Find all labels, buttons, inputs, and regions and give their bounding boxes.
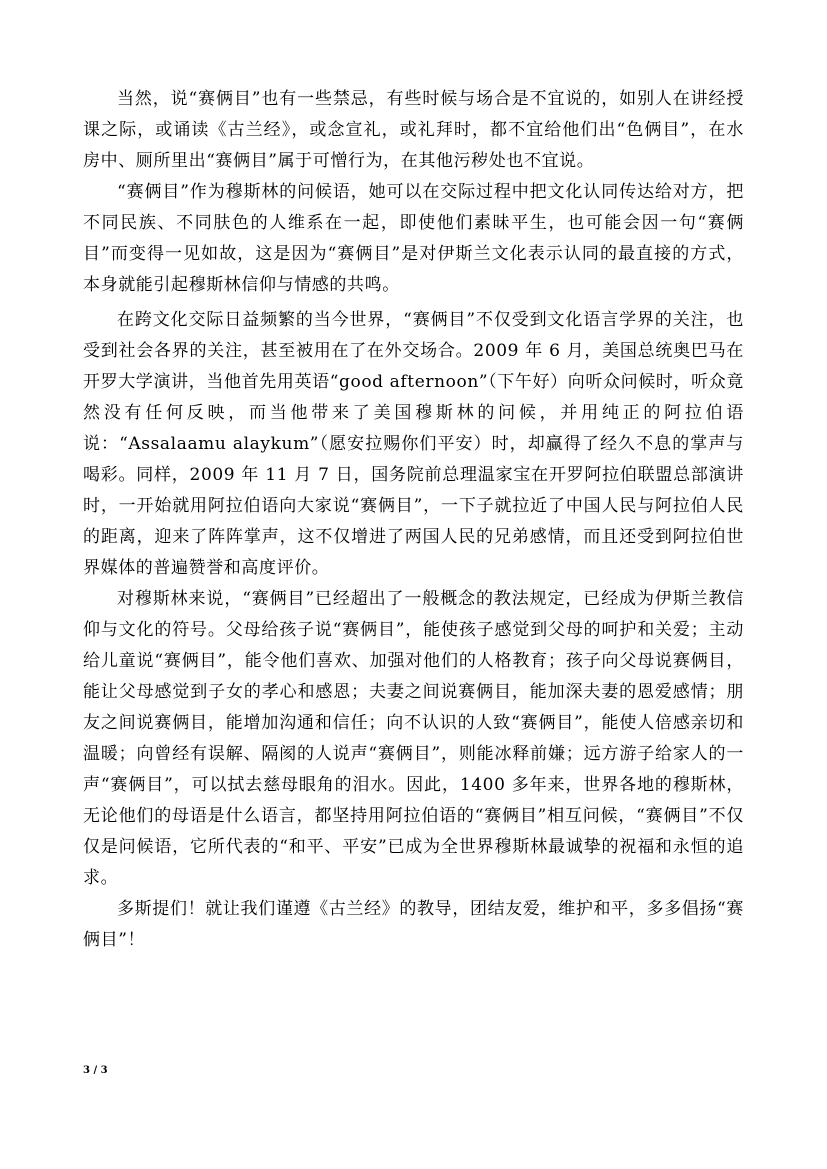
paragraph-diplomacy: 在跨文化交际日益频繁的当今世界，“赛俩目”不仅受到文化语言学界的关注，也受到社会各界的关注，甚至被用在了在外交场合。2009 年 6 月，美国总统奥巴马在开罗大学演讲，当他首先用英语“good afternoon”（下午好）向听众问候时，听众竟然没有任何反映，而当他带来了美国穆斯林的问候，并用纯正的阿拉伯语说：“Assalaamu alaykum”（愿安拉赐你们平安）时，却赢得了经久不息的掌声与喝彩。同样，2009 年 11 月 7 日，国务院前总理温家宝在开罗阿拉伯联盟总部演讲时，一开始就用阿拉伯语向大家说“赛俩目”，一下子就拉近了中国人民与阿拉伯人民的距离，迎来了阵阵掌声，这不仅增进了两国人民的兄弟感情，而且还受到阿拉伯世界媒体的普遍赞誉和高度评价。	[83, 310, 744, 578]
document-body	[83, 84, 744, 956]
paragraph-closing: 多斯提们！就让我们谨遵《古兰经》的教导，团结友爱，维护和平，多多倡扬“赛俩目”！	[83, 899, 744, 950]
paragraph-greeting-identity: “赛俩目”作为穆斯林的问候语，她可以在交际过程中把文化认同传达给对方，把不同民族、不同肤色的人维系在一起，即使他们素昧平生，也可能会因一句“赛俩目”而变得一见如故，这是因为“赛俩目”是对伊斯兰文化表示认同的最直接的方式，本身就能引起穆斯林信仰与情感的共鸣。	[83, 182, 744, 295]
page-number: 3 / 3	[83, 1065, 108, 1076]
paragraph-taboos: 当然，说“赛俩目”也有一些禁忌，有些时候与场合是不宜说的，如别人在讲经授课之际，或诵读《古兰经》，或念宣礼，或礼拜时，都不宜给他们出“色俩目”，在水房中、厕所里出“赛俩目”属于可憎行为，在其他污秽处也不宜说。	[83, 89, 744, 171]
paragraph-symbol: 对穆斯林来说，“赛俩目”已经超出了一般概念的教法规定，已经成为伊斯兰教信仰与文化的符号。父母给孩子说“赛俩目”，能使孩子感觉到父母的呵护和关爱；主动给儿童说“赛俩目”，能令他们喜欢、加强对他们的人格教育；孩子向父母说赛俩目，能让父母感觉到子女的孝心和感恩；夫妻之间说赛俩目，能加深夫妻的恩爱感情；朋友之间说赛俩目，能增加沟通和信任；向不认识的人致“赛俩目”，能使人倍感亲切和温暖；向曾经有误解、隔阂的人说声“赛俩目”，则能冰释前嫌；远方游子给家人的一声“赛俩目”，可以拭去慈母眼角的泪水。因此，1400 多年来，世界各地的穆斯林，无论他们的母语是什么语言，都坚持用阿拉伯语的“赛俩目”相互问候，“赛俩目”不仅仅是问候语，它所代表的“和平、平安”已成为全世界穆斯林最诚挚的祝福和永恒的追求。	[83, 589, 744, 888]
